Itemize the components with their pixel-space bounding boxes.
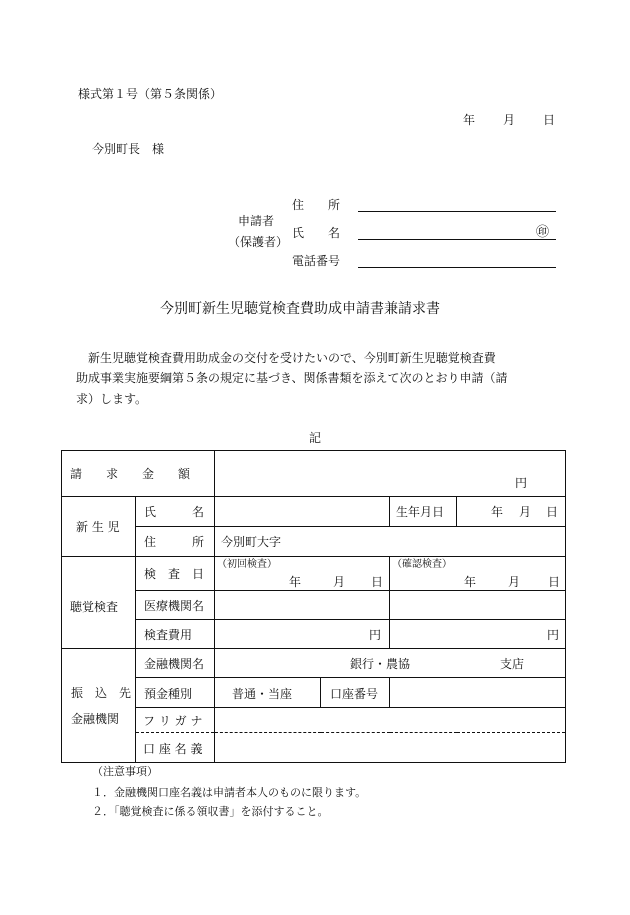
transfer-label-2: 金融機関 [71,712,120,726]
initial-test-year: 年 [289,575,302,589]
hearing-test-label: 聴覚検査 [70,600,119,614]
addressee: 今別町長 様 [92,142,165,156]
furigana-label: フ リ ガ ナ [143,714,203,728]
deposit-type-label-cell [136,678,215,708]
applicant-phone-line[interactable] [358,267,556,268]
date-day-label: 日 [543,113,556,127]
date-year-label: 年 [463,113,476,127]
initial-test-month: 月 [333,575,346,589]
fin-inst-value-cell[interactable] [215,649,566,678]
body-text-line-3: 求）します。 [76,392,148,406]
document-title: 今別町新生児聴覚検査費助成申請書兼請求書 [160,301,440,317]
newborn-name-value-cell[interactable] [215,497,390,527]
newborn-label-cell [62,497,136,557]
furigana-label-cell [136,708,215,733]
row-financial-institution [62,649,566,678]
birthdate-label: 生年月日 [396,505,445,519]
fin-inst-label: 金融機関名 [144,657,205,671]
form-number: 様式第１号（第５条関係） [78,87,223,101]
newborn-address-label: 住 所 [144,535,205,549]
notes-item-2: ２．「聴覚検査に係る領収書」を添付すること。 [92,805,329,818]
claim-amount-label: 請 求 金 額 [70,467,191,481]
confirm-test-label: （確認検査） [392,559,452,570]
birthdate-day: 日 [546,505,559,519]
birthdate-year: 年 [491,505,504,519]
claim-amount-label-cell [62,451,215,497]
hearing-test-label-cell [62,557,136,649]
confirm-test-year: 年 [464,575,477,589]
test-cost-label: 検査費用 [144,628,193,642]
seal-mark: ㊞ [536,225,550,240]
claim-amount-yen: 円 [514,476,527,490]
notes-item-1: １．金融機関口座名義は申請者本人のものに限ります。 [92,786,367,799]
applicant-role-sub-label: （保護者） [228,235,289,249]
notes-heading: （注意事項） [92,765,158,778]
applicant-role-label: 申請者 [238,214,275,228]
initial-test-day: 日 [371,575,384,589]
confirm-test-day: 日 [548,575,561,589]
transfer-label-cell [62,649,136,763]
row-furigana [62,708,566,733]
test-cost-confirm-cell[interactable] [390,620,566,649]
medical-inst-confirm-cell[interactable] [390,591,566,620]
newborn-name-label: 氏 名 [144,505,205,519]
account-number-value-cell[interactable] [390,678,566,708]
row-account-holder [62,733,566,763]
birthdate-value-cell[interactable] [457,497,566,527]
row-newborn-address [62,527,566,557]
test-cost-initial-yen: 円 [368,628,381,642]
initial-test-label: （初回検査） [217,559,277,570]
deposit-type-value: 普通・当座 [232,687,293,701]
fin-inst-label-cell [136,649,215,678]
claim-amount-value-cell[interactable] [215,451,566,497]
row-test-date [62,557,566,591]
bank-type: 銀行・農協 [350,657,411,671]
test-date-label-cell [136,557,215,591]
applicant-name-line[interactable] [358,239,556,240]
application-table [61,450,566,763]
newborn-name-label-cell [136,497,215,527]
holder-label: 口 座 名 義 [143,742,203,756]
ki-mark: 記 [309,431,322,445]
transfer-label-1: 振 込 先 [71,686,132,700]
test-cost-initial-cell[interactable] [215,620,390,649]
initial-test-date-cell[interactable] [215,557,390,591]
medical-inst-label-cell [136,591,215,620]
newborn-label: 新 生 児 [76,520,120,534]
body-text-line-2: 助成事業実施要綱第５条の規定に基づき、関係書類を添えて次のとおり申請（請 [76,371,508,385]
row-claim-amount [62,451,566,497]
newborn-address-value-cell[interactable] [215,527,566,557]
confirm-test-month: 月 [508,575,521,589]
applicant-address-label: 住 所 [292,198,341,212]
test-cost-label-cell [136,620,215,649]
row-medical-institution [62,591,566,620]
row-deposit-type [62,678,566,708]
account-number-label-cell [321,678,390,708]
applicant-phone-label: 電話番号 [292,254,341,268]
applicant-address-line[interactable] [358,211,556,212]
branch-label: 支店 [500,657,525,671]
body-text-line-1: 新生児聴覚検査費用助成金の交付を受けたいので、今別町新生児聴覚検査費 [88,351,496,365]
deposit-type-label: 預金種別 [144,687,193,701]
confirm-test-date-cell[interactable] [390,557,566,591]
test-date-label: 検 査 日 [144,567,205,581]
date-month-label: 月 [503,113,516,127]
newborn-address-value: 今別町大字 [221,535,282,549]
account-number-label: 口座番号 [330,687,379,701]
test-cost-confirm-yen: 円 [546,628,559,642]
furigana-value-cell[interactable] [215,708,566,733]
holder-value-cell[interactable] [215,733,566,763]
newborn-address-label-cell [136,527,215,557]
row-newborn-name [62,497,566,527]
birthdate-month: 月 [519,505,532,519]
medical-inst-label: 医療機関名 [144,599,205,613]
medical-inst-initial-cell[interactable] [215,591,390,620]
deposit-type-value-cell[interactable] [215,678,321,708]
holder-label-cell [136,733,215,763]
applicant-name-label: 氏 名 [292,226,341,240]
birthdate-label-cell [390,497,457,527]
row-test-cost [62,620,566,649]
